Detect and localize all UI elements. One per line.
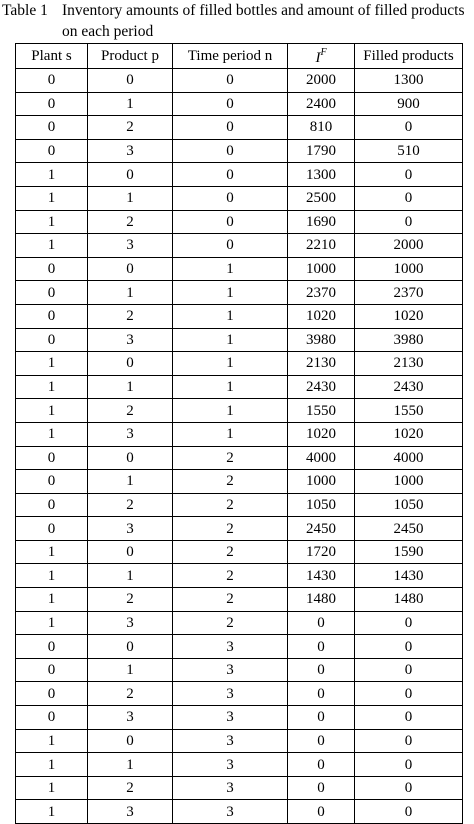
time-period-cell: 0 — [173, 116, 288, 140]
inventory-cell: 0 — [288, 658, 355, 682]
table-row — [16, 352, 463, 376]
header-inventory-filled — [288, 44, 355, 69]
filled-products-cell: 3980 — [355, 328, 463, 352]
plant-cell: 0 — [16, 658, 88, 682]
plant-cell: 1 — [16, 422, 88, 446]
filled-products-cell: 1000 — [355, 470, 463, 494]
time-period-cell: 2 — [173, 493, 288, 517]
time-period-cell: 0 — [173, 69, 288, 93]
time-period-cell: 3 — [173, 776, 288, 800]
product-cell: 0 — [88, 729, 173, 753]
product-cell: 0 — [88, 69, 173, 93]
inventory-cell: 2400 — [288, 92, 355, 116]
plant-cell: 0 — [16, 139, 88, 163]
time-period-cell: 3 — [173, 753, 288, 777]
inventory-cell: 1020 — [288, 422, 355, 446]
product-cell: 1 — [88, 92, 173, 116]
header-plant: Plant s — [16, 44, 88, 69]
product-cell: 3 — [88, 611, 173, 635]
filled-products-cell: 0 — [355, 729, 463, 753]
product-cell: 0 — [88, 540, 173, 564]
plant-cell: 1 — [16, 210, 88, 234]
table-row — [16, 257, 463, 281]
filled-products-cell: 0 — [355, 163, 463, 187]
inventory-cell: 1720 — [288, 540, 355, 564]
filled-products-cell: 1550 — [355, 399, 463, 423]
filled-products-cell: 2430 — [355, 375, 463, 399]
time-period-cell: 3 — [173, 658, 288, 682]
table-row — [16, 588, 463, 612]
product-cell: 2 — [88, 776, 173, 800]
table-row — [16, 399, 463, 423]
product-cell: 0 — [88, 635, 173, 659]
time-period-cell: 2 — [173, 611, 288, 635]
table-row — [16, 493, 463, 517]
plant-cell: 0 — [16, 69, 88, 93]
table-row — [16, 706, 463, 730]
table-row — [16, 753, 463, 777]
time-period-cell: 3 — [173, 682, 288, 706]
table-row — [16, 540, 463, 564]
inventory-cell: 0 — [288, 729, 355, 753]
product-cell: 3 — [88, 422, 173, 446]
table-row — [16, 776, 463, 800]
filled-products-cell: 2130 — [355, 352, 463, 376]
time-period-cell: 3 — [173, 635, 288, 659]
table-row — [16, 304, 463, 328]
inventory-cell: 0 — [288, 800, 355, 824]
time-period-cell: 0 — [173, 92, 288, 116]
inventory-cell: 1430 — [288, 564, 355, 588]
filled-products-cell: 0 — [355, 116, 463, 140]
plant-cell: 1 — [16, 564, 88, 588]
table-row — [16, 234, 463, 258]
product-cell: 1 — [88, 753, 173, 777]
product-cell: 3 — [88, 234, 173, 258]
product-cell: 0 — [88, 352, 173, 376]
plant-cell: 1 — [16, 163, 88, 187]
product-cell: 1 — [88, 470, 173, 494]
plant-cell: 0 — [16, 706, 88, 730]
product-cell: 1 — [88, 564, 173, 588]
inventory-cell: 0 — [288, 776, 355, 800]
header-inventory-symbol: I — [315, 50, 321, 66]
filled-products-cell: 1430 — [355, 564, 463, 588]
filled-products-cell: 1000 — [355, 257, 463, 281]
product-cell: 3 — [88, 139, 173, 163]
table-row — [16, 92, 463, 116]
product-cell: 3 — [88, 800, 173, 824]
product-cell: 1 — [88, 375, 173, 399]
table-header-row — [16, 44, 463, 69]
table-row — [16, 210, 463, 234]
table-row — [16, 611, 463, 635]
product-cell: 2 — [88, 116, 173, 140]
header-filled-products: Filled products — [355, 44, 463, 69]
time-period-cell: 1 — [173, 399, 288, 423]
table-row — [16, 635, 463, 659]
table-body — [16, 69, 463, 824]
filled-products-cell: 2450 — [355, 517, 463, 541]
inventory-cell: 1000 — [288, 257, 355, 281]
inventory-cell: 1300 — [288, 163, 355, 187]
filled-products-cell: 0 — [355, 635, 463, 659]
inventory-cell: 0 — [288, 706, 355, 730]
table-row — [16, 116, 463, 140]
plant-cell: 0 — [16, 493, 88, 517]
filled-products-cell: 510 — [355, 139, 463, 163]
product-cell: 0 — [88, 257, 173, 281]
filled-products-cell: 2000 — [355, 234, 463, 258]
table-row — [16, 163, 463, 187]
inventory-table — [15, 43, 463, 824]
plant-cell: 0 — [16, 116, 88, 140]
filled-products-cell: 0 — [355, 800, 463, 824]
table-row — [16, 564, 463, 588]
plant-cell: 1 — [16, 540, 88, 564]
filled-products-cell: 0 — [355, 753, 463, 777]
inventory-cell: 2370 — [288, 281, 355, 305]
plant-cell: 0 — [16, 635, 88, 659]
header-inventory-superscript: F — [320, 47, 327, 58]
plant-cell: 0 — [16, 682, 88, 706]
plant-cell: 0 — [16, 517, 88, 541]
inventory-cell: 0 — [288, 611, 355, 635]
filled-products-cell: 1480 — [355, 588, 463, 612]
product-cell: 2 — [88, 682, 173, 706]
filled-products-cell: 0 — [355, 682, 463, 706]
plant-cell: 0 — [16, 328, 88, 352]
time-period-cell: 2 — [173, 564, 288, 588]
table-row — [16, 800, 463, 824]
filled-products-cell: 900 — [355, 92, 463, 116]
filled-products-cell: 0 — [355, 776, 463, 800]
time-period-cell: 0 — [173, 139, 288, 163]
product-cell: 3 — [88, 517, 173, 541]
product-cell: 2 — [88, 210, 173, 234]
table-row — [16, 139, 463, 163]
plant-cell: 1 — [16, 234, 88, 258]
inventory-cell: 2130 — [288, 352, 355, 376]
time-period-cell: 0 — [173, 234, 288, 258]
header-time-period: Time period n — [173, 44, 288, 69]
inventory-cell: 2210 — [288, 234, 355, 258]
inventory-cell: 0 — [288, 753, 355, 777]
table-row — [16, 281, 463, 305]
table-row — [16, 69, 463, 93]
plant-cell: 0 — [16, 257, 88, 281]
time-period-cell: 1 — [173, 352, 288, 376]
filled-products-cell: 1020 — [355, 304, 463, 328]
product-cell: 2 — [88, 493, 173, 517]
time-period-cell: 0 — [173, 210, 288, 234]
plant-cell: 0 — [16, 304, 88, 328]
filled-products-cell: 0 — [355, 658, 463, 682]
inventory-cell: 1050 — [288, 493, 355, 517]
inventory-cell: 1480 — [288, 588, 355, 612]
plant-cell: 0 — [16, 470, 88, 494]
product-cell: 1 — [88, 186, 173, 210]
filled-products-cell: 4000 — [355, 446, 463, 470]
time-period-cell: 2 — [173, 588, 288, 612]
table-row — [16, 446, 463, 470]
product-cell: 0 — [88, 446, 173, 470]
product-cell: 3 — [88, 328, 173, 352]
filled-products-cell: 1300 — [355, 69, 463, 93]
table-row — [16, 658, 463, 682]
plant-cell: 1 — [16, 753, 88, 777]
inventory-cell: 2000 — [288, 69, 355, 93]
filled-products-cell: 0 — [355, 186, 463, 210]
plant-cell: 1 — [16, 352, 88, 376]
inventory-cell: 4000 — [288, 446, 355, 470]
product-cell: 2 — [88, 304, 173, 328]
inventory-cell: 810 — [288, 116, 355, 140]
time-period-cell: 0 — [173, 186, 288, 210]
time-period-cell: 2 — [173, 446, 288, 470]
inventory-cell: 0 — [288, 682, 355, 706]
time-period-cell: 1 — [173, 257, 288, 281]
filled-products-cell: 0 — [355, 611, 463, 635]
table-row — [16, 682, 463, 706]
filled-products-cell: 1020 — [355, 422, 463, 446]
time-period-cell: 1 — [173, 304, 288, 328]
inventory-cell: 2450 — [288, 517, 355, 541]
table-row — [16, 328, 463, 352]
plant-cell: 0 — [16, 281, 88, 305]
header-product: Product p — [88, 44, 173, 69]
plant-cell: 1 — [16, 186, 88, 210]
time-period-cell: 3 — [173, 800, 288, 824]
product-cell: 2 — [88, 588, 173, 612]
table-row — [16, 422, 463, 446]
plant-cell: 1 — [16, 729, 88, 753]
time-period-cell: 1 — [173, 422, 288, 446]
table-caption-text: Inventory amounts of filled bottles and amount of filled products on each period — [62, 2, 465, 40]
product-cell: 2 — [88, 399, 173, 423]
filled-products-cell: 0 — [355, 210, 463, 234]
product-cell: 3 — [88, 706, 173, 730]
time-period-cell: 2 — [173, 517, 288, 541]
filled-products-cell: 0 — [355, 706, 463, 730]
inventory-cell: 1550 — [288, 399, 355, 423]
table-row — [16, 186, 463, 210]
filled-products-cell: 1590 — [355, 540, 463, 564]
plant-cell: 1 — [16, 611, 88, 635]
plant-cell: 1 — [16, 375, 88, 399]
time-period-cell: 1 — [173, 281, 288, 305]
plant-cell: 0 — [16, 446, 88, 470]
filled-products-cell: 2370 — [355, 281, 463, 305]
plant-cell: 1 — [16, 399, 88, 423]
table-row — [16, 517, 463, 541]
time-period-cell: 1 — [173, 375, 288, 399]
inventory-cell: 0 — [288, 635, 355, 659]
inventory-cell: 1000 — [288, 470, 355, 494]
inventory-cell: 2430 — [288, 375, 355, 399]
table-caption-label: Table 1 — [2, 2, 48, 19]
product-cell: 1 — [88, 658, 173, 682]
table-row — [16, 375, 463, 399]
inventory-cell: 2500 — [288, 186, 355, 210]
product-cell: 0 — [88, 163, 173, 187]
plant-cell: 1 — [16, 588, 88, 612]
time-period-cell: 2 — [173, 470, 288, 494]
filled-products-cell: 1050 — [355, 493, 463, 517]
plant-cell: 0 — [16, 92, 88, 116]
inventory-cell: 1790 — [288, 139, 355, 163]
time-period-cell: 0 — [173, 163, 288, 187]
table-row — [16, 729, 463, 753]
plant-cell: 1 — [16, 800, 88, 824]
time-period-cell: 3 — [173, 729, 288, 753]
inventory-cell: 1690 — [288, 210, 355, 234]
inventory-cell: 1020 — [288, 304, 355, 328]
time-period-cell: 3 — [173, 706, 288, 730]
plant-cell: 1 — [16, 776, 88, 800]
time-period-cell: 1 — [173, 328, 288, 352]
time-period-cell: 2 — [173, 540, 288, 564]
product-cell: 1 — [88, 281, 173, 305]
table-row — [16, 470, 463, 494]
inventory-cell: 3980 — [288, 328, 355, 352]
